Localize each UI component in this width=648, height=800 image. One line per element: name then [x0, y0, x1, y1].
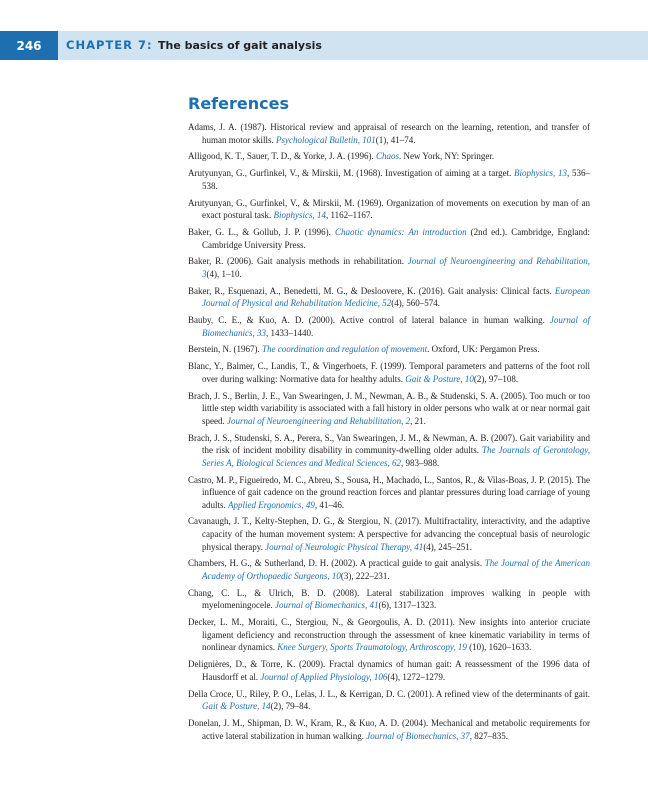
reference-source: Gait & Posture, 14 — [202, 701, 271, 712]
reference-text: Bauby, C. E., & Kuo, A. D. (2000). Active control of lateral balance in human walking. — [188, 315, 550, 326]
reference-source: Journal of Biomechanics, 41 — [274, 600, 379, 611]
reference-text: Chang, C. L., & Ulrich, B. D. (2008). Lateral stabilization improves walking in people with myelomeningocele. — [188, 587, 590, 611]
reference-entry — [188, 557, 590, 582]
reference-source: Psychological Bulletin, 101 — [276, 134, 376, 145]
reference-details: . New York, NY: Springer. — [399, 151, 495, 162]
reference-source: Gait & Posture, 10 — [405, 373, 474, 384]
reference-details: , 983–988. — [401, 457, 440, 468]
reference-entry — [188, 121, 590, 146]
reference-entry — [188, 226, 590, 251]
reference-entry — [188, 343, 590, 356]
reference-list — [188, 121, 590, 742]
references-section — [188, 94, 590, 746]
reference-details: (6), 1317–1323. — [378, 600, 437, 611]
running-header — [0, 31, 648, 60]
reference-text: Arutyunyan, G., Gurfinkel, V., & Mirskii, M. (1969). Organization of movements on execution by man of an exact postural task. — [188, 197, 590, 221]
reference-entry — [188, 717, 590, 742]
reference-text: Brach, J. S., Berlin, J. E., Van Swearingen, J. M., Newman, A. B., & Studenski, S. A. (2005). Too much or too little step width variability is associated with a fall history in older persons who walk at or near normal gait speed. — [188, 390, 590, 426]
reference-source: Journal of Biomechanics, 33 — [202, 315, 590, 338]
reference-source: Knee Surgery, Sports Traumatology, Arthroscopy, 19 — [277, 642, 467, 653]
reference-details: (4), 1–10. — [206, 268, 242, 279]
reference-source: Journal of Biomechanics, 37 — [366, 730, 470, 741]
reference-details: (4), 245–251. — [423, 541, 473, 552]
reference-entry — [188, 285, 590, 310]
reference-details: (2nd ed.). Cambridge, England: Cambridge University Press. — [202, 226, 590, 250]
reference-text: Baker, G. L., & Gollub, J. P. (1996). — [188, 226, 335, 237]
reference-text: Delignières, D., & Torre, K. (2009). Fractal dynamics of human gait: A reassessment of the 1996 data of Hausdorff et al. — [188, 659, 590, 682]
reference-text: Decker, L. M., Moraiti, C., Stergiou, N., & Georgoulis, A. D. (2011). New insights into anterior cruciate ligament deficiency and reconstruction through the assessment of knee kinematic variability in terms of nonlinear dynamics. — [188, 617, 590, 653]
reference-entry — [188, 167, 590, 192]
reference-details: (2), 79–84. — [270, 701, 311, 712]
reference-entry — [188, 314, 590, 339]
reference-source: The coordination and regulation of movement — [262, 344, 428, 355]
reference-source: Chaotic dynamics: An introduction — [334, 226, 467, 237]
reference-text: Della Croce, U., Riley, P. O., Lelas, J. L., & Kerrigan, D. C. (2001). A refined view of the determinants of gait. — [188, 688, 590, 699]
reference-details: (4), 1272–1279. — [387, 671, 446, 682]
reference-entry — [188, 255, 590, 280]
reference-source: Journal of Neurologic Physical Therapy, 41 — [265, 541, 424, 552]
reference-entry — [188, 197, 590, 222]
reference-details: (4), 560–574. — [391, 298, 440, 309]
reference-details: , 536–538. — [202, 168, 590, 191]
reference-details: . Oxford, UK: Pergamon Press. — [427, 344, 540, 355]
reference-entry — [188, 360, 590, 385]
chapter-label: CHAPTER 7: — [66, 38, 153, 52]
reference-details: , 1433–1440. — [265, 327, 314, 338]
reference-source: European Journal of Physical and Rehabilitation Medicine, 52 — [202, 285, 590, 309]
reference-text: Chambers, H. G., & Sutherland, D. H. (2002). A practical guide to gait analysis. — [188, 558, 485, 569]
reference-text: Brach, J. S., Studenski, S. A., Perera, S., Van Swearingen, J. M., & Newman, A. B. (2007). Gait variability and the risk of incident mobility disability in community-dwelling older adults. — [188, 432, 590, 456]
reference-text: Blanc, Y., Balmer, C., Landis, T., & Vingerhoets, F. (1999). Temporal parameters and patterns of the foot roll over during walking: Normative data for healthy adults. — [188, 361, 590, 384]
reference-source: Journal of Neuroengineering and Rehabilitation, 3 — [202, 256, 590, 279]
reference-text: Adams, J. A. (1987). Historical review and appraisal of research on the learning, retention, and transfer of human motor skills. — [188, 122, 590, 145]
reference-details: , 41–46. — [314, 499, 345, 510]
reference-details: (1), 41–74. — [375, 134, 416, 145]
reference-details: , 827–835. — [469, 730, 508, 741]
reference-source: The Journal of the American Academy of Orthopaedic Surgeons, 10 — [202, 558, 590, 582]
reference-text: Baker, R. (2006). Gait analysis methods in rehabilitation. — [188, 256, 408, 267]
reference-entry — [188, 587, 590, 612]
reference-details: (10), 1620–1633. — [466, 642, 532, 653]
reference-details: (3), 222–231. — [340, 571, 390, 582]
reference-text: Castro, M. P., Figueiredo, M. C., Abreu, S., Sousa, H., Machado, L., Santos, R., & Vilas-Boas, J. P. (2015). The influence of gait cadence on the ground reaction forces and plantar pressures during load carriage of young adults. — [188, 474, 590, 510]
reference-source: The Journals of Gerontology, Series A, Biological Sciences and Medical Sciences, 62 — [202, 445, 590, 468]
reference-source: Biophysics, 14 — [273, 210, 326, 221]
reference-source: Chaos — [375, 151, 399, 162]
reference-source: Journal of Applied Physiology, 106 — [260, 671, 388, 682]
references-heading: References — [188, 94, 289, 113]
reference-entry — [188, 515, 590, 553]
reference-entry — [188, 688, 590, 713]
reference-entry — [188, 150, 590, 163]
reference-entry — [188, 616, 590, 654]
reference-source: Biophysics, 13 — [514, 168, 568, 179]
reference-text: Arutyunyan, G., Gurfinkel, V., & Mirskii, M. (1968). Investigation of aiming at a target. — [188, 168, 515, 179]
reference-source: Applied Ergonomics, 49 — [228, 499, 315, 510]
reference-text: Donelan, J. M., Shipman, D. W., Kram, R., & Kuo, A. D. (2004). Mechanical and metabolic requirements for active lateral stabilization in human walking. — [188, 717, 590, 741]
reference-text: Baker, R., Esquenazi, A., Benedetti, M. G., & Desloovere, K. (2016). Gait analysis: Clinical facts. — [188, 285, 555, 296]
chapter-title: The basics of gait analysis — [158, 39, 322, 52]
reference-entry — [188, 658, 590, 683]
reference-text: Alligood, K. T., Sauer, T. D., & Yorke, J. A. (1996). — [188, 151, 376, 162]
reference-text: Cavanaugh, J. T., Kelty-Stephen, D. G., & Stergiou, N. (2017). Multifractality, interactivity, and the adaptive capacity of the human movement system: A perspective for advancing the conceptual basis of neurologic physical therapy. — [188, 516, 590, 552]
reference-text: Berstein, N. (1967). — [188, 344, 262, 355]
reference-details: , 21. — [410, 415, 426, 426]
reference-entry — [188, 474, 590, 512]
reference-entry — [188, 432, 590, 470]
reference-source: Journal of Neuroengineering and Rehabilitation, 2 — [227, 415, 411, 426]
reference-details: (2), 97–108. — [473, 373, 519, 384]
page-number: 246 — [0, 31, 58, 60]
reference-entry — [188, 390, 590, 428]
reference-details: , 1162–1167. — [325, 210, 373, 221]
